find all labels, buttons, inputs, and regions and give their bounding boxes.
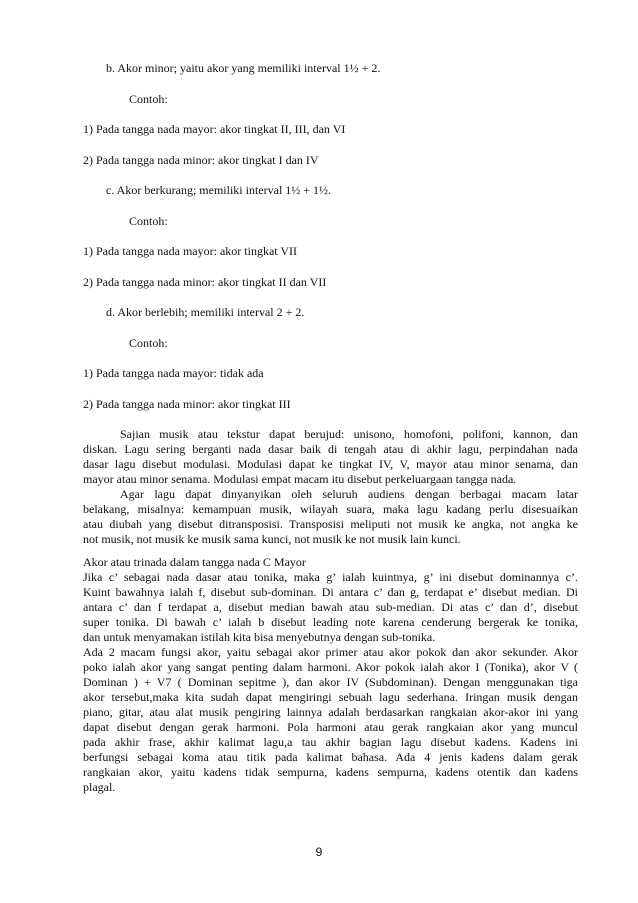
paragraph-line: dan untuk menyamakan istilah kita bisa menyebutnya dengan sub-tonika. xyxy=(83,630,436,644)
paragraph-line: pada akhir frase, akhir kalimat lagu,a tau akhir bagian lagu disebut kadens. Kadens ini xyxy=(83,735,578,749)
paragraph-line: akor tersebut,maka kita sudah dapat mengiringi sebuah lagu sederhana. Iringan musik dengan xyxy=(83,690,578,704)
paragraph-line: Dominan ) + V7 ( Dominan sepitme ), dan akor IV (Subdominan). Dengan menggunakan tiga xyxy=(83,675,578,689)
example-line: 1) Pada tangga nada mayor: akor tingkat VII xyxy=(83,244,298,258)
paragraph-line: berfungsi sebagai koma atau titik pada kalimat bahasa. Ada 4 jenis kadens dalam gerak xyxy=(83,750,578,764)
paragraph-line: not musik, not musik ke musik sama kunci, not musik ke not musik lain kunci. xyxy=(83,532,461,546)
paragraph-line: super tonika. Di bawah c’ ialah b disebut leading note karena cenderung bergerak ke tonika, xyxy=(83,615,578,629)
paragraph-line: plagal. xyxy=(83,780,116,794)
paragraph-line: diskan. Lagu sering berganti nada dasar baik di tengah atau di akhir lagu, perpindahan nada xyxy=(83,442,578,456)
example-line: 1) Pada tangga nada mayor: tidak ada xyxy=(83,366,264,380)
list-item-augmented-chord: d. Akor berlebih; memiliki interval 2 + 2. xyxy=(106,305,305,319)
paragraph-line: dapat disebut dengan gerak harmoni. Pola harmoni atau gerak rangkaian akor yang muncul xyxy=(83,720,578,734)
paragraph-line: Ada 2 macam fungsi akor, yaitu sebagai akor primer atau akor pokok dan akor sekunder. Akor xyxy=(83,645,578,659)
paragraph-line: Jika c’ sebagai nada dasar atau tonika, maka g’ ialah kuintnya, g’ ini disebut dominannya c’. xyxy=(83,570,578,584)
paragraph-line: Kuint bawahnya ialah f, disebut sub-dominan. Di antara c’ dan g, terdapat e’ disebut median. Di xyxy=(83,585,578,599)
example-line: 2) Pada tangga nada minor: akor tingkat I dan IV xyxy=(83,153,319,167)
paragraph-line: antara c’ dan f terdapat a, disebut median bawah atau sub-median. Di atas c’ dan d’, disebut xyxy=(83,600,578,614)
paragraph-line: poko ialah akor yang sangat penting dalam harmoni. Akor pokok ialah akor I (Tonika), akor V ( xyxy=(83,660,578,674)
paragraph-line: Agar lagu dapat dinyanyikan oleh seluruh audiens dengan berbagai macam latar xyxy=(120,487,578,501)
section-heading: Akor atau trinada dalam tangga nada C Mayor xyxy=(83,555,306,569)
page-number: 9 xyxy=(315,845,323,859)
paragraph-line: piano, gitar, atau alat musik pengiring lainnya adalah berdasarkan rangkaian akor-akor ini yang xyxy=(83,705,578,719)
paragraph-line: belakang, misalnya: kemampuan musik, wilayah suara, maka lagu kadang perlu disesuaikan xyxy=(83,502,578,516)
paragraph-line: rangkaian akor, yaitu kadens tidak sempurna, kadens sempurna, kadens otentik dan kadens xyxy=(83,765,578,779)
paragraph-line: mayor atau minor senama. Modulasi empat macam itu disebut perkeluargaan tangga nada. xyxy=(83,472,517,486)
list-item-diminished-chord: c. Akor berkurang; memiliki interval 1½ + 1½. xyxy=(106,183,332,197)
paragraph-line: dasar lagu disebut modulasi. Modulasi dapat ke tingkat IV, V, mayor atau minor senama, dan xyxy=(83,457,578,471)
list-item-minor-chord: b. Akor minor; yaitu akor yang memiliki interval 1½ + 2. xyxy=(106,61,381,75)
example-line: 2) Pada tangga nada minor: akor tingkat III xyxy=(83,397,291,411)
paragraph-line: atau diubah yang disebut ditransposisi. Transposisi meliputi not musik ke angka, not angka ke xyxy=(83,517,578,531)
example-line: 2) Pada tangga nada minor: akor tingkat II dan VII xyxy=(83,275,327,289)
example-heading: Contoh: xyxy=(129,336,168,350)
example-heading: Contoh: xyxy=(129,214,168,228)
example-heading: Contoh: xyxy=(129,92,168,106)
paragraph-line: Sajian musik atau tekstur dapat berujud: unisono, homofoni, polifoni, kannon, dan xyxy=(120,427,578,441)
example-line: 1) Pada tangga nada mayor: akor tingkat II, III, dan VI xyxy=(83,122,346,136)
